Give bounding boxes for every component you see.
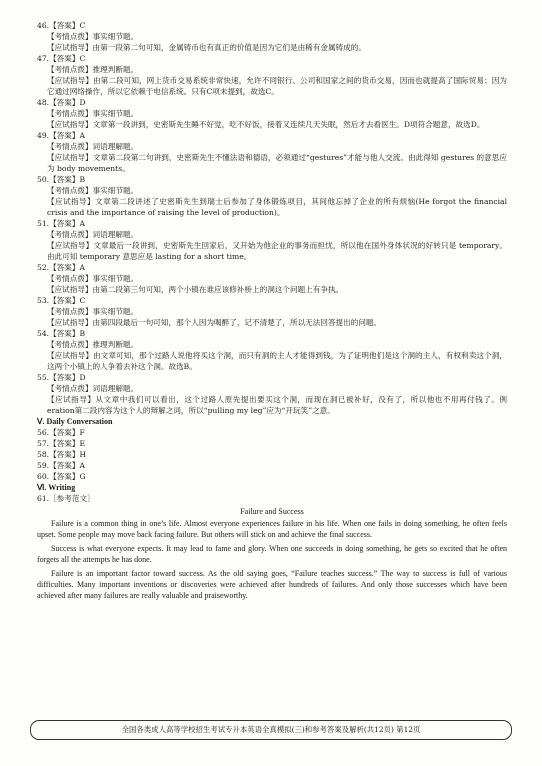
answer-47-point: 【考情点拨】推理判断题。 bbox=[47, 65, 139, 74]
answer-52-guide: 【应试指导】由第二段第三句可知，两个小镇在谁应该修补桥上的洞这个问题上有争执。 bbox=[47, 285, 344, 294]
answer-51-guide: 【应试指导】文章最后一段讲到，史密斯先生回家后，又开始为他企业的事务而担忧，所以他在国外身体状况的好转只是 temporary。由此可知 temporary 意思应是 lasting for a short time。 bbox=[47, 241, 507, 261]
answer-46-point: 【考情点拨】事实细节题。 bbox=[47, 32, 139, 41]
answer-55-point: 【考情点拨】词语理解题。 bbox=[47, 384, 139, 393]
answer-49-key: 49.【答案】A bbox=[37, 131, 85, 140]
essay-paragraph: Failure is an important factor toward success. As the old saying goes, “Failure teaches success.” The way to success is full of various difficulties. Many important inventions or discoveries were achieved after hundreds of failures. And only those successes which have been achieved after many failures are really valuable and praiseworthy. bbox=[37, 569, 507, 600]
essay-paragraph: Failure is a common thing in one’s life. Almost everyone experiences failure in his life. When one fails in doing something, he often feels upset. Some people may move back facing failure. But others will stick on and achieve the final success. bbox=[37, 519, 507, 539]
section-daily-conversation: Ⅴ. Daily Conversation bbox=[37, 417, 113, 426]
answer-48-key: 48.【答案】D bbox=[37, 98, 86, 107]
answer-48-point: 【考情点拨】事实细节题。 bbox=[47, 109, 139, 118]
answer-49-point: 【考情点拨】词语理解题。 bbox=[47, 142, 139, 151]
answer-56: 56.【答案】F bbox=[37, 428, 85, 437]
essay-title: Failure and Success bbox=[240, 507, 304, 516]
answer-48-guide: 【应试指导】文章第一段讲到，史密斯先生睡不好觉，吃不好饭，接着又连续几天失眠，然后才去看医生。D项符合题意，故选D。 bbox=[47, 120, 485, 129]
answer-47-key: 47.【答案】C bbox=[37, 54, 86, 63]
answer-49-guide: 【应试指导】文章第二段第二句讲到，史密斯先生不懂法语和德语，必须通过“gestures”才能与他人交流。由此得知 gestures 的意思应为 body movements。 bbox=[47, 153, 507, 173]
answer-50-guide: 【应试指导】文章第二段讲述了史密斯先生到瑞士后参加了身体锻炼项目，其间他忘掉了企业的所有烦恼(He forgot the financial crisis and the importance of raising the level of production)。 bbox=[47, 197, 507, 217]
answer-54-point: 【考情点拨】推理判断题。 bbox=[47, 340, 139, 349]
answer-46-key: 46.【答案】C bbox=[37, 21, 86, 30]
answer-52-point: 【考情点拨】事实细节题。 bbox=[47, 274, 139, 283]
answer-59: 59.【答案】A bbox=[37, 461, 85, 470]
answer-53-key: 53.【答案】C bbox=[37, 296, 86, 305]
section-writing: Ⅵ. Writing bbox=[37, 483, 76, 492]
answer-53-guide: 【应试指导】由第四段最后一句可知，那个人因为喝醉了，记不清楚了，所以无法回答提出的问题。 bbox=[47, 318, 382, 327]
page-footer: 全国各类成人高等学校招生考试专升本英语全真模拟(三)和参考答案及解析(共12页) 第12页 bbox=[30, 720, 512, 740]
answer-52-key: 52.【答案】A bbox=[37, 263, 85, 272]
answer-51-point: 【考情点拨】词语理解题。 bbox=[47, 230, 139, 239]
answer-47-guide: 【应试指导】由第二段可知，网上货币交易系统非常快速，允许不同银行、公司和国家之间的货币交易，因而也就提高了国际贸易；因为它通过网络操作，所以它依赖于电信系统。只有C项未提到，故选C。 bbox=[47, 76, 507, 96]
answer-57: 57.【答案】E bbox=[37, 439, 85, 448]
answer-51-key: 51.【答案】A bbox=[37, 219, 85, 228]
answer-content bbox=[37, 20, 507, 604]
essay-paragraph: Success is what everyone expects. It may lead to fame and glory. When one succeeds in doing something, he gets so excited that he often forgets all the attempts he has done. bbox=[37, 544, 507, 564]
answer-50-key: 50.【答案】B bbox=[37, 175, 86, 184]
answer-55-key: 55.【答案】D bbox=[37, 373, 86, 382]
answer-53-point: 【考情点拨】事实细节题。 bbox=[47, 307, 139, 316]
answer-54-key: 54.【答案】B bbox=[37, 329, 86, 338]
answer-46-guide: 【应试指导】由第一段第二句可知，金属铸币也有真正的价值是因为它们是由稀有金属铸成的。 bbox=[47, 43, 366, 52]
answer-58: 58.【答案】H bbox=[37, 450, 87, 459]
answer-60: 60.【答案】G bbox=[37, 472, 86, 481]
answer-61-label: 61.［参考范文］ bbox=[37, 494, 95, 503]
answer-54-guide: 【应试指导】由文章可知，那个过路人说他将买这个洞，而只有洞的主人才能得到钱，为了证明他们是这个洞的主人，有权利卖这个洞，这两个小镇上的人争着去补这个洞。故选B。 bbox=[47, 351, 507, 371]
answer-50-point: 【考情点拨】事实细节题。 bbox=[47, 186, 139, 195]
answer-55-guide: 【应试指导】从文章中我们可以看出，这个过路人原先提出要买这个洞，而现在洞已被补好，没有了，所以他也不用再付钱了。例eration第二段内容为这个人的辩解之词，所以“pulling my leg”应为“开玩笑”之意。 bbox=[47, 395, 507, 415]
